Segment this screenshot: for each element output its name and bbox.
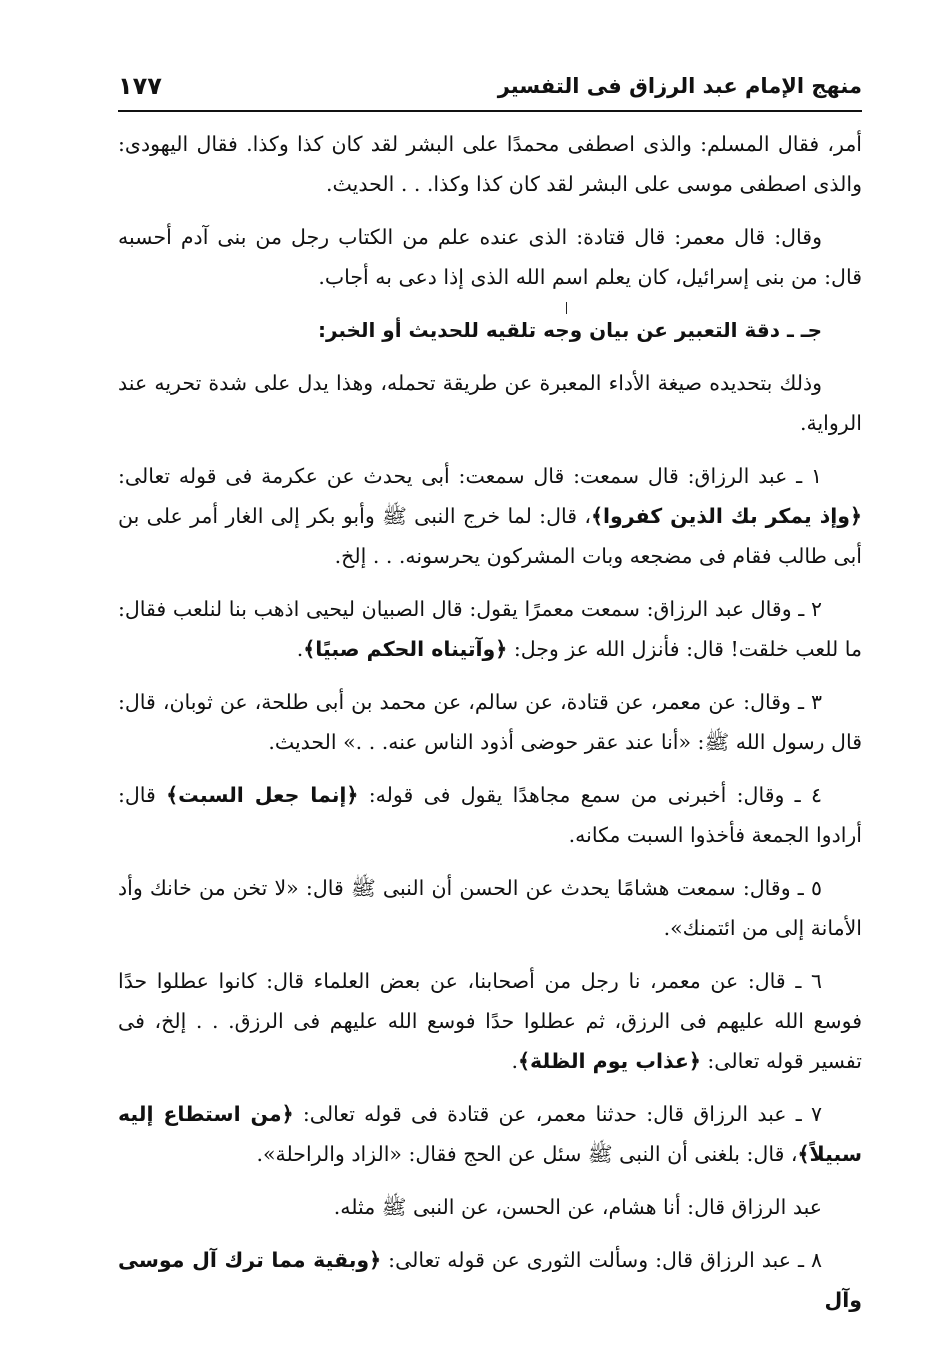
item-1-text-a: ١ ـ عبد الرزاق: قال سمعت: قال سمعت: أبى يحدث عن عكرمة فى قوله تعالى: (118, 464, 822, 488)
page-number: ١٧٧ (118, 72, 162, 100)
list-item-5: ٥ ـ وقال: سمعت هشامًا يحدث عن الحسن أن النبى ﷺ قال: «لا تخن من خانك وأد الأمانة إلى من ائتمنك». (118, 876, 862, 940)
list-item-4 (118, 775, 862, 855)
paragraph-qatada: وقال: قال معمر: قال قتادة: الذى عنده علم من الكتاب رجل من بنى آدم أحسبه قال: من بنى إسرائيل، كان يعلم اسم الله الذى إذا دعى به أجاب. (118, 225, 862, 289)
item-2-quran-quote: ﴿وآتيناه الحكم صبيًا﴾ (303, 637, 508, 661)
page-header (118, 68, 862, 108)
running-title: منهج الإمام عبد الرزاق فى التفسير (497, 74, 862, 98)
item-8-text-a: ٨ ـ عبد الرزاق قال: وسألت الثورى عن قوله تعالى: (381, 1248, 822, 1272)
list-item-1 (118, 456, 862, 576)
list-item-2 (118, 589, 862, 669)
header-rule (118, 110, 862, 112)
item-6-text-b: . (511, 1049, 519, 1073)
list-item-7-followup: عبد الرزاق قال: أنا هشام، عن الحسن، عن النبى ﷺ مثله. (333, 1195, 822, 1219)
paragraph-intro: وذلك بتحديده صيغة الأداء المعبرة عن طريقة تحمله، وهذا يدل على شدة تحريه عند الرواية. (118, 371, 862, 435)
item-2-text-b: . (296, 637, 304, 661)
item-4-text-a: ٤ ـ وقال: أخبرنى من سمع مجاهدًا يقول فى قوله: (358, 783, 822, 807)
item-7-text-a: ٧ ـ عبد الرزاق قال: حدثنا معمر، عن قتادة فى قوله تعالى: (293, 1102, 822, 1126)
list-item-3: ٣ ـ وقال: عن معمر، عن قتادة، عن سالم، عن محمد بن أبى طلحة، عن ثوبان، قال: قال رسول الله ﷺ: «أنا عند عقر حوضى أذود الناس عنه. . .» الحديث. (118, 690, 862, 754)
item-2-text-a: ٢ ـ وقال عبد الرزاق: سمعت معمرًا يقول: قال الصبيان ليحيى اذهب بنا لنلعب فقال: ما للعب خلقت! قال: فأنزل الله عز وجل: (118, 597, 862, 661)
item-6-quran-quote: ﴿عذاب يوم الظلة﴾ (518, 1049, 701, 1073)
item-6-text-a: ٦ ـ قال: عن معمر، نا رجل من أصحابنا، عن بعض العلماء قال: كانوا عطلوا حدًا فوسع الله عليهم فى الرزق، ثم عطلوا حدًا فوسع الله عليهم فى الرزق. . . إلخ، فى تفسير قوله تعالى: (118, 969, 862, 1073)
body-text (118, 124, 862, 1333)
item-8-quran-quote: ﴿وبقية مما ترك آل موسى وآل (118, 1248, 862, 1312)
item-4-quran-quote: ﴿إنما جعل السبت﴾ (166, 783, 359, 807)
section-subheading: جـ ـ دقة التعبير عن بيان وجه تلقيه للحديث أو الخبر: (317, 318, 822, 342)
item-7-quran-quote: ﴿من استطاع إليه سبيلاً﴾ (118, 1102, 862, 1166)
item-1-quran-quote: ﴿وإذ يمكر بك الذين كفروا﴾ (591, 504, 862, 528)
list-item-7 (118, 1094, 862, 1174)
paragraph-continuation: أمر، فقال المسلم: والذى اصطفى محمدًا على البشر لقد كان كذا وكذا. فقال اليهودى: والذى اصطفى موسى على البشر لقد كان كذا وكذا. . . الحديث. (118, 132, 862, 196)
list-item-8 (118, 1240, 862, 1320)
item-7-text-b: ، قال: بلغنى أن النبى ﷺ سئل عن الحج فقال: «الزاد والراحلة». (256, 1142, 798, 1166)
item-4-text-b: قال: أرادوا الجمعة فأخذوا السبت مكانه. (118, 783, 862, 847)
list-item-6 (118, 961, 862, 1081)
item-1-text-b: ، قال: لما خرج النبى ﷺ وأبو بكر إلى الغار أمر على بن أبى طالب فقام فى مضجعه وبات المشركون يحرسونه. . . إلخ. (118, 504, 862, 568)
